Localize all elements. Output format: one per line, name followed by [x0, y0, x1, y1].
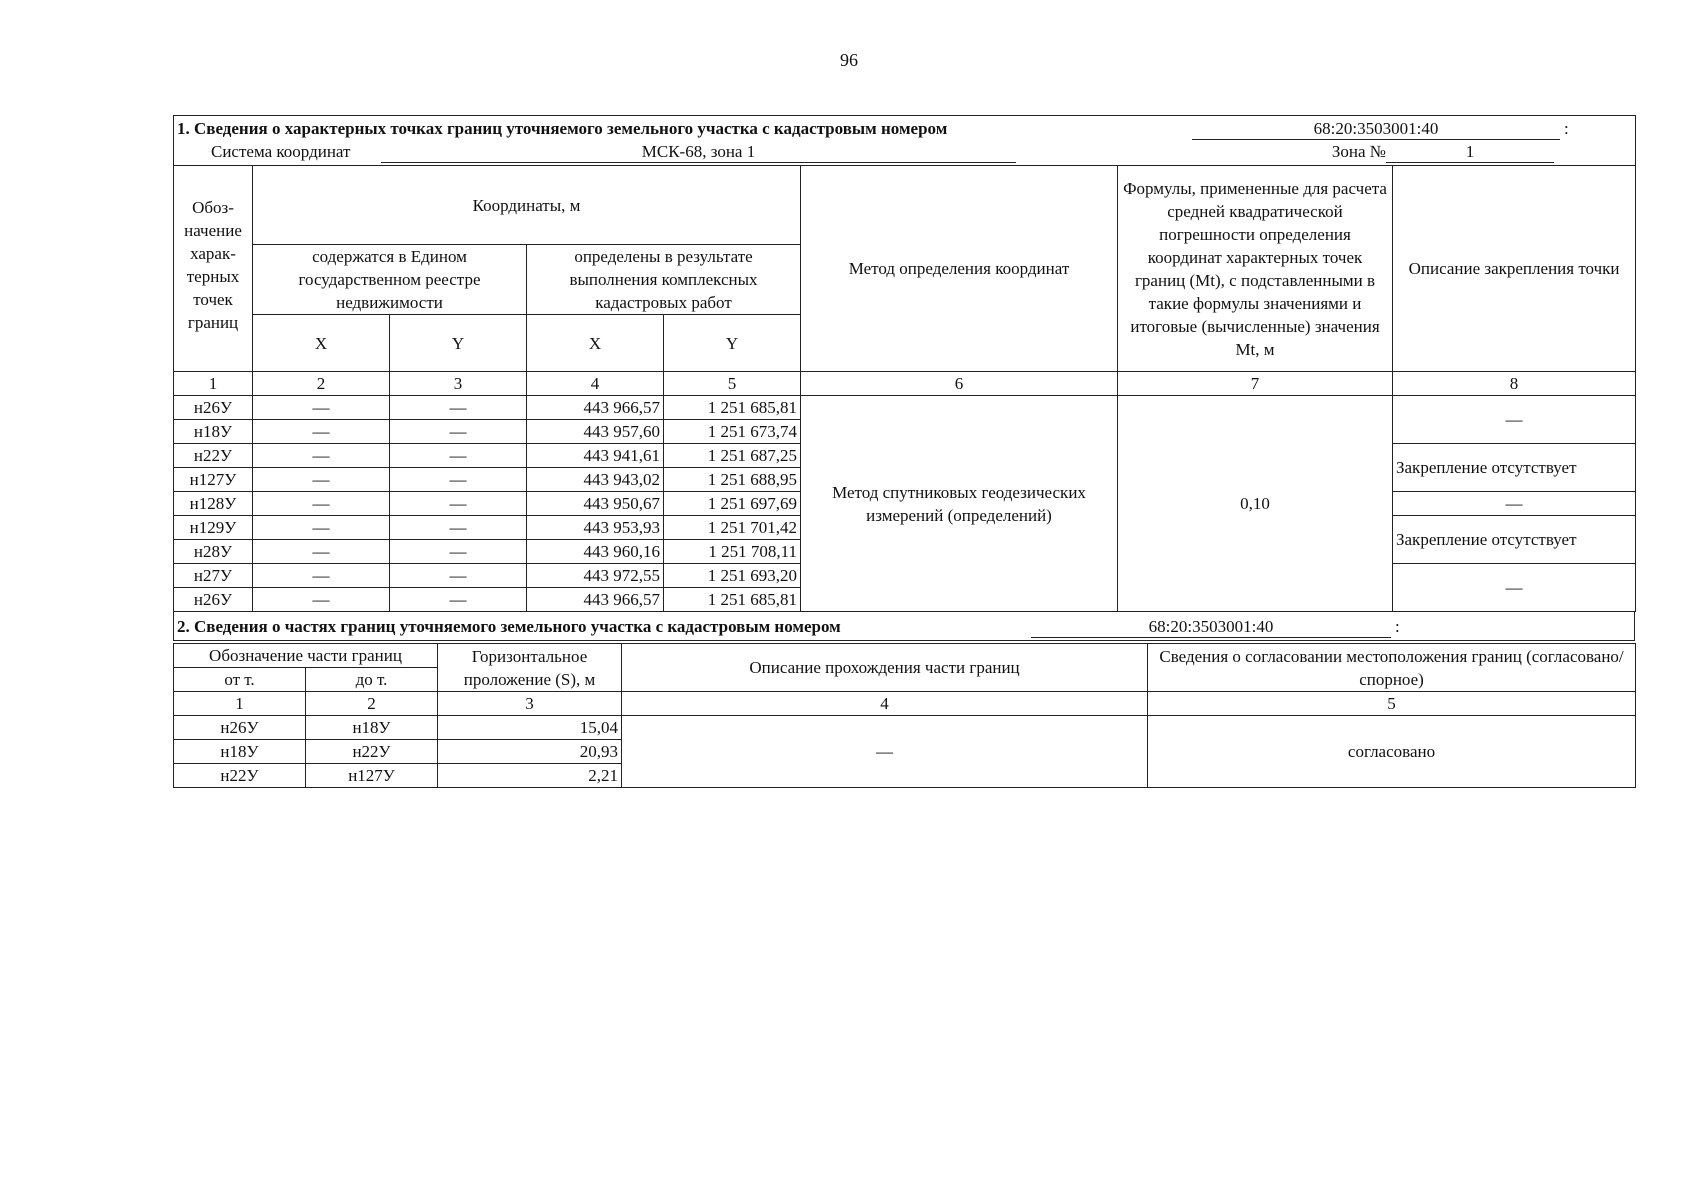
col-number: 5 [1148, 692, 1636, 716]
egrn-x: — [253, 564, 390, 588]
egrn-y: — [390, 492, 527, 516]
section1-colon: : [1564, 119, 1569, 138]
header-egrn: содержатся в Едином государственном реестре недвижимости [253, 245, 527, 315]
col-number: 6 [801, 372, 1118, 396]
col-number: 3 [438, 692, 622, 716]
egrn-x: — [253, 444, 390, 468]
ckr-x: 443 953,93 [527, 516, 664, 540]
from-point: н22У [174, 764, 306, 788]
zone-value: 1 [1386, 141, 1554, 163]
header-y2: Y [664, 315, 801, 372]
col-number: 2 [306, 692, 438, 716]
section1-cadastral-number: 68:20:3503001:40 [1192, 118, 1560, 140]
section2-table [173, 643, 1636, 788]
point-name: н129У [174, 516, 253, 540]
section1-title: 1. Сведения о характерных точках границ уточняемого земельного участка с кадастровым номером [177, 119, 948, 138]
to-point: н22У [306, 740, 438, 764]
egrn-y: — [390, 468, 527, 492]
ckr-x: 443 966,57 [527, 588, 664, 612]
header-from: от т. [174, 668, 306, 692]
col-number: 1 [174, 692, 306, 716]
col-number: 1 [174, 372, 253, 396]
col-number: 5 [664, 372, 801, 396]
section2-title-table [173, 612, 1635, 641]
header-agreement: Сведения о согласовании местоположения границ (согласовано/спорное) [1148, 644, 1636, 692]
egrn-x: — [253, 492, 390, 516]
col-number: 8 [1393, 372, 1636, 396]
header-method: Метод определения координат [801, 166, 1118, 372]
ckr-x: 443 950,67 [527, 492, 664, 516]
horizontal-distance: 2,21 [438, 764, 622, 788]
egrn-y: — [390, 516, 527, 540]
ckr-x: 443 957,60 [527, 420, 664, 444]
egrn-y: — [390, 588, 527, 612]
header-coordinates: Координаты, м [253, 166, 801, 245]
method-value: Метод спутниковых геодезических измерений (определений) [801, 396, 1118, 612]
header-horizontal: Горизонтальное проложение (S), м [438, 644, 622, 692]
mt-value: 0,10 [1118, 396, 1393, 612]
egrn-x: — [253, 468, 390, 492]
horizontal-distance: 15,04 [438, 716, 622, 740]
coord-system-value: МСК-68, зона 1 [381, 141, 1016, 163]
to-point: н127У [306, 764, 438, 788]
egrn-x: — [253, 588, 390, 612]
fixing-value: — [1393, 396, 1636, 444]
from-point: н18У [174, 740, 306, 764]
egrn-y: — [390, 396, 527, 420]
egrn-y: — [390, 540, 527, 564]
ckr-x: 443 943,02 [527, 468, 664, 492]
header-part-designation: Обозначение части границ [174, 644, 438, 668]
header-designation: Обоз- начение харак- терных точек границ [174, 166, 253, 372]
agreement-value: согласовано [1148, 716, 1636, 788]
point-name: н28У [174, 540, 253, 564]
point-name: н27У [174, 564, 253, 588]
header-ckr: определены в результате выполнения комплексных кадастровых работ [527, 245, 801, 315]
section2-title-row [174, 612, 1635, 641]
ckr-x: 443 972,55 [527, 564, 664, 588]
header-formulas: Формулы, примененные для расчета средней квадратической погрешности определения координат характерных точек границ (Mt), с подставленными в такие формулы значениями и итоговые (вычисленные) значения Mt, м [1118, 166, 1393, 372]
egrn-x: — [253, 396, 390, 420]
egrn-y: — [390, 420, 527, 444]
egrn-x: — [253, 540, 390, 564]
document-frame [173, 115, 1635, 788]
header-fixing: Описание закрепления точки [1393, 166, 1636, 372]
fixing-value: — [1393, 564, 1636, 612]
table-row [174, 396, 1636, 420]
fixing-value: Закрепление отсутствует [1393, 516, 1636, 564]
page-number: 96 [840, 50, 858, 70]
col-number: 4 [622, 692, 1148, 716]
point-name: н18У [174, 420, 253, 444]
ckr-y: 1 251 697,69 [664, 492, 801, 516]
ckr-x: 443 960,16 [527, 540, 664, 564]
ckr-y: 1 251 708,11 [664, 540, 801, 564]
egrn-y: — [390, 444, 527, 468]
fixing-value: Закрепление отсутствует [1393, 444, 1636, 492]
col-number: 3 [390, 372, 527, 396]
horizontal-distance: 20,93 [438, 740, 622, 764]
section2-title: 2. Сведения о частях границ уточняемого земельного участка с кадастровым номером [177, 617, 841, 636]
section2-colon: : [1395, 617, 1400, 636]
ckr-y: 1 251 685,81 [664, 588, 801, 612]
egrn-x: — [253, 516, 390, 540]
ckr-y: 1 251 687,25 [664, 444, 801, 468]
to-point: н18У [306, 716, 438, 740]
ckr-y: 1 251 693,20 [664, 564, 801, 588]
header-y1: Y [390, 315, 527, 372]
ckr-x: 443 966,57 [527, 396, 664, 420]
coord-system-label: Система координат [211, 142, 351, 161]
col-number: 4 [527, 372, 664, 396]
section1-table [173, 115, 1636, 612]
header-x1: X [253, 315, 390, 372]
fixing-value: — [1393, 492, 1636, 516]
ckr-y: 1 251 701,42 [664, 516, 801, 540]
point-name: н22У [174, 444, 253, 468]
from-point: н26У [174, 716, 306, 740]
col-number: 7 [1118, 372, 1393, 396]
section1-title-row [174, 116, 1636, 166]
point-name: н128У [174, 492, 253, 516]
header-to: до т. [306, 668, 438, 692]
col-number: 2 [253, 372, 390, 396]
egrn-x: — [253, 420, 390, 444]
point-name: н26У [174, 588, 253, 612]
ckr-y: 1 251 673,74 [664, 420, 801, 444]
ckr-y: 1 251 688,95 [664, 468, 801, 492]
header-x2: X [527, 315, 664, 372]
egrn-y: — [390, 564, 527, 588]
point-name: н127У [174, 468, 253, 492]
zone-label: Зона № [1331, 142, 1386, 161]
description-value: — [622, 716, 1148, 788]
ckr-y: 1 251 685,81 [664, 396, 801, 420]
point-name: н26У [174, 396, 253, 420]
table-row [174, 716, 1636, 740]
ckr-x: 443 941,61 [527, 444, 664, 468]
section2-cadastral-number: 68:20:3503001:40 [1031, 616, 1391, 638]
header-description: Описание прохождения части границ [622, 644, 1148, 692]
